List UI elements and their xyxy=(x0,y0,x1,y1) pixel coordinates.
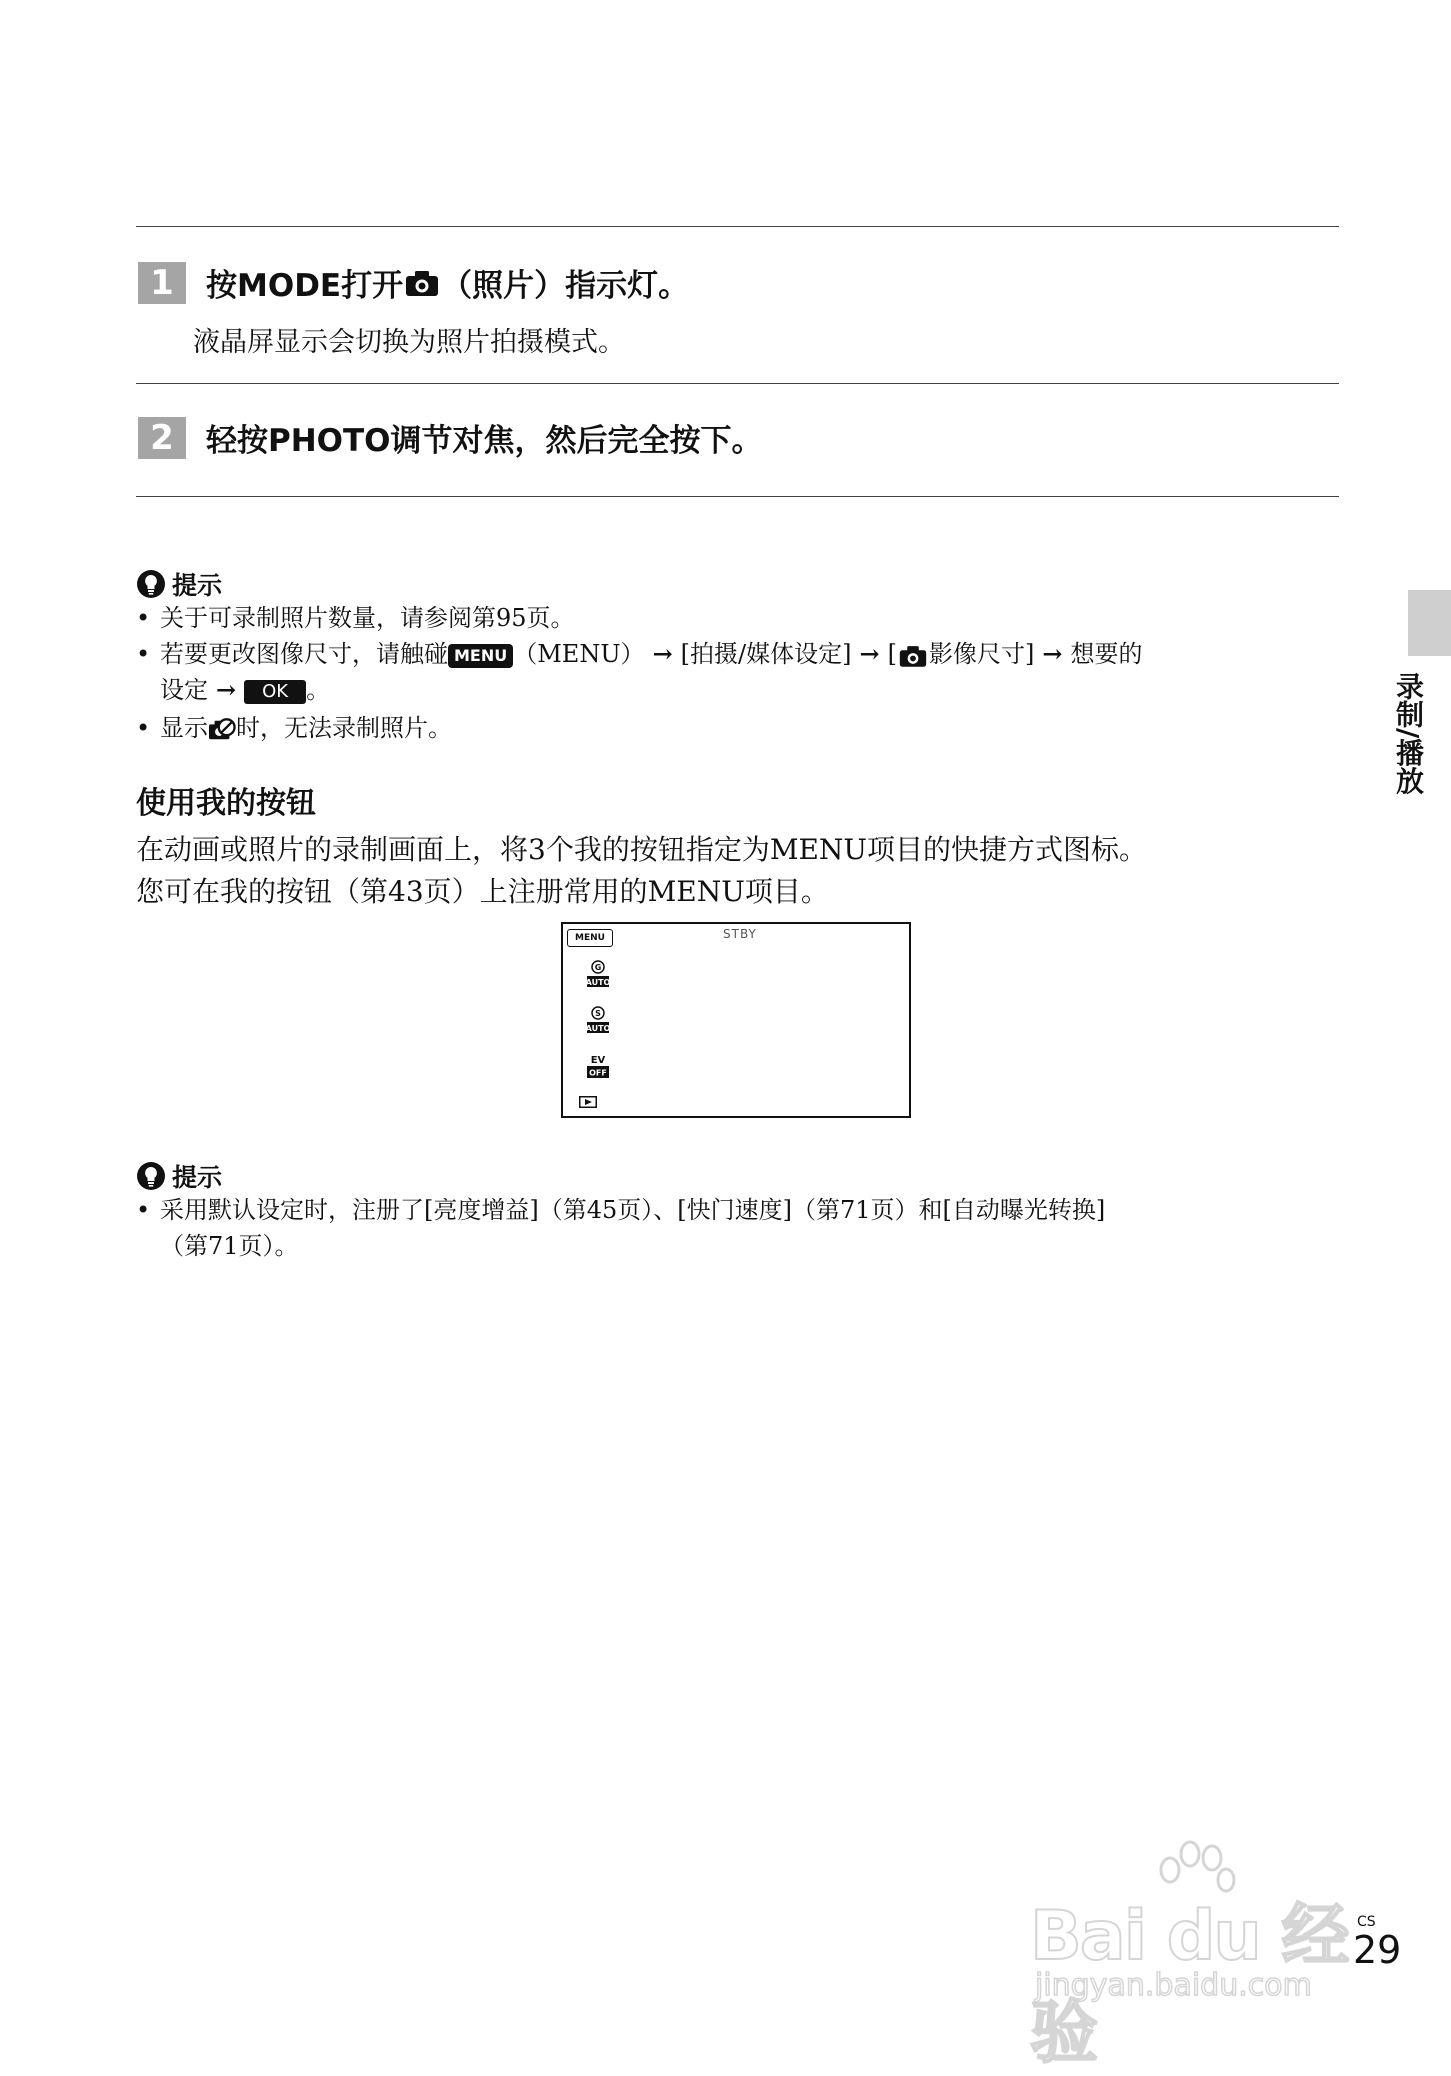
svg-text:S: S xyxy=(595,1009,601,1018)
tips-1-bullet-2-text-f: 想要的 xyxy=(1070,640,1143,668)
step-1-number: 1 xyxy=(138,262,186,304)
lightbulb-icon xyxy=(136,569,166,599)
playback-icon[interactable] xyxy=(579,1096,597,1108)
step-1-description: 液晶屏显示会切换为照片拍摄模式。 xyxy=(193,327,625,358)
step-1-title xyxy=(206,260,689,305)
section-line-1: 在动画或照片的录制画面上，将3个我的按钮指定为MENU项目的快捷方式图标。 xyxy=(136,833,1148,866)
shutter-auto-icon[interactable] xyxy=(585,1006,611,1036)
tips-1-bullet-1-text: 关于可录制照片数量，请参阅第95页。 xyxy=(160,604,575,632)
svg-text:G: G xyxy=(594,963,602,972)
step-1-title-end: （照片）指示灯。 xyxy=(441,268,690,304)
side-index-tab xyxy=(1408,590,1451,656)
ev-off-icon[interactable] xyxy=(585,1052,611,1082)
rule-step-2 xyxy=(136,383,1339,384)
tips-1-bullet-2-text-a: 若要更改图像尺寸，请触碰 xyxy=(160,640,448,668)
svg-text:AUTO: AUTO xyxy=(585,1024,611,1033)
tips-1-bullet-2-cont xyxy=(160,672,330,708)
screen-menu-button[interactable]: MENU xyxy=(567,929,613,947)
tips-1-bullet-2-text-b: （MENU） xyxy=(513,640,645,668)
arrow-3: → xyxy=(1042,639,1063,668)
tips-1-bullet-2-text-d: [ xyxy=(887,640,897,668)
gain-auto-icon[interactable] xyxy=(585,960,611,990)
tips-1-bullet-3-text-a: 显示 xyxy=(160,714,208,742)
step-2-title: 轻按PHOTO调节对焦，然后完全按下。 xyxy=(206,423,763,459)
step-1-title-start: 按MODE打开 xyxy=(206,268,404,304)
ok-badge: OK xyxy=(244,680,306,704)
screen-stby-label: STBY xyxy=(723,927,757,941)
tips-1-bullet-2: • 若要更改图像尺寸，请触碰 MENU （MENU） → [拍摄/媒体设定] → [ 影像尺寸] → 想要的 xyxy=(136,639,1143,668)
tips-1-bullet-3-text-b: 时，无法录制照片。 xyxy=(236,714,452,742)
tips-1-header xyxy=(136,566,222,602)
section-title: 使用我的按钮 xyxy=(136,786,316,821)
arrow-4: → xyxy=(216,675,237,704)
tips-2-header xyxy=(136,1158,222,1194)
step-1 xyxy=(138,260,689,305)
tips-2-label: 提示 xyxy=(172,1163,223,1192)
step-2 xyxy=(138,415,763,460)
lightbulb-icon xyxy=(136,1161,166,1191)
arrow-2: → xyxy=(859,639,880,668)
svg-text:OFF: OFF xyxy=(589,1068,607,1078)
tips-1-bullet-2-end: 。 xyxy=(306,676,331,704)
svg-text:AUTO: AUTO xyxy=(585,978,611,987)
rule-top xyxy=(136,226,1339,227)
tips-1-bullet-2-text-g: 设定 xyxy=(160,676,208,704)
tips-2-bullet-1-text: 采用默认设定时，注册了[亮度增益]（第45页）、[快门速度]（第71页）和[自动曝光转换] xyxy=(160,1196,1106,1224)
page-number: 29 xyxy=(1353,1928,1402,1972)
arrow-1: → xyxy=(652,639,673,668)
lcd-screen-illustration xyxy=(561,922,911,1118)
tips-1-bullet-2-text-e: 影像尺寸] xyxy=(928,640,1035,668)
svg-text:EV: EV xyxy=(590,1055,606,1066)
tips-2-bullet-1-cont: （第71页）。 xyxy=(160,1232,299,1260)
side-section-label: 录制/播放 xyxy=(1392,672,1425,795)
step-2-number: 2 xyxy=(138,417,186,459)
camera-icon xyxy=(405,269,439,297)
tips-1-bullet-2-text-c: [拍摄/媒体设定] xyxy=(680,640,852,668)
section-line-2: 您可在我的按钮（第43页）上注册常用的MENU项目。 xyxy=(136,875,829,908)
menu-badge: MENU xyxy=(448,644,513,668)
tips-1-label: 提示 xyxy=(172,571,223,600)
watermark-sub: jingyan.baidu.com xyxy=(1035,1968,1312,2003)
rule-step-end xyxy=(136,496,1339,497)
no-photo-icon xyxy=(208,717,236,743)
camera-icon xyxy=(899,644,927,668)
watermark-main: Bai du 经验 xyxy=(1030,1897,1348,2073)
page-language-code: CS xyxy=(1357,1914,1376,1930)
tips-1-bullet-1: • 关于可录制照片数量，请参阅第95页。 xyxy=(136,604,575,632)
baidu-watermark xyxy=(1030,1840,1360,2073)
tips-1-bullet-3: • 显示 时，无法录制照片。 xyxy=(136,714,452,742)
tips-2-bullet-1: • 采用默认设定时，注册了[亮度增益]（第45页）、[快门速度]（第71页）和[自动曝光转换] xyxy=(136,1196,1106,1224)
